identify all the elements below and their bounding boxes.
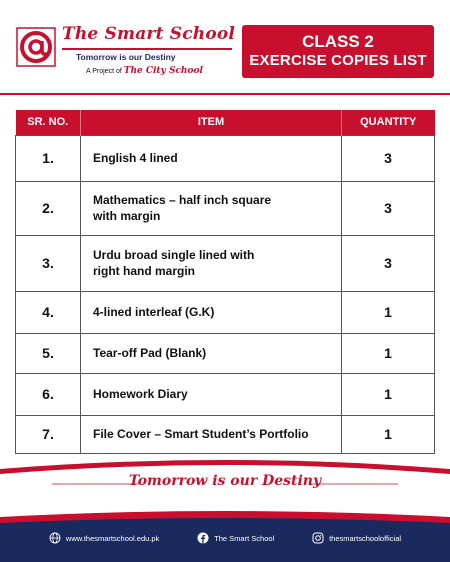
sr-cell: 1. [16, 135, 81, 181]
sr-cell: 6. [16, 373, 81, 415]
table-row [16, 373, 435, 415]
sr-cell: 7. [16, 415, 81, 453]
quantity-cell: 1 [342, 291, 435, 333]
column-header-item: ITEM [81, 110, 342, 135]
item-line: Urdu broad single lined with [93, 248, 255, 262]
facebook-icon [197, 532, 209, 544]
copies-table [15, 110, 435, 454]
table-row [16, 181, 435, 235]
logo-tagline: Tomorrow is our Destiny [76, 52, 176, 62]
item-line: with margin [93, 209, 161, 223]
item-cell [81, 235, 342, 291]
list-title: EXERCISE COPIES LIST [249, 52, 427, 69]
page-title-box [242, 25, 434, 78]
table-row [16, 235, 435, 291]
table-header-row [16, 110, 435, 135]
instagram-text: thesmartschoolofficial [329, 533, 402, 543]
at-sign-logo-icon [16, 27, 56, 67]
website-text: www.thesmartschool.edu.pk [65, 533, 160, 543]
table-row [16, 135, 435, 181]
quantity-cell: 3 [342, 181, 435, 235]
quantity-cell: 1 [342, 333, 435, 373]
quantity-cell: 1 [342, 373, 435, 415]
sr-cell: 5. [16, 333, 81, 373]
item-line: right hand margin [93, 264, 195, 278]
item-cell: Homework Diary [81, 373, 342, 415]
item-cell [81, 181, 342, 235]
item-cell: 4-lined interleaf (G.K) [81, 291, 342, 333]
sr-cell: 2. [16, 181, 81, 235]
item-cell: English 4 lined [81, 135, 342, 181]
facebook-contact[interactable] [197, 532, 274, 544]
footer-motto: Tomorrow is our Destiny [128, 473, 322, 489]
logo-divider [62, 48, 232, 50]
header-divider [0, 93, 450, 95]
logo-project-name: The City School [123, 66, 203, 76]
item-line: Mathematics – half inch square [93, 193, 272, 207]
column-header-sr: SR. NO. [16, 110, 81, 135]
footer-contact-bar [0, 527, 450, 549]
table-row [16, 415, 435, 453]
quantity-cell: 1 [342, 415, 435, 453]
sr-cell: 3. [16, 235, 81, 291]
column-header-quantity: QUANTITY [342, 110, 435, 135]
school-logo [16, 24, 236, 84]
facebook-text: The Smart School [214, 533, 275, 543]
website-contact[interactable] [49, 532, 159, 544]
sr-cell: 4. [16, 291, 81, 333]
item-cell: Tear-off Pad (Blank) [81, 333, 342, 373]
logo-project-prefix: A Project of [86, 68, 122, 75]
item-cell: File Cover – Smart Student’s Portfolio [81, 415, 342, 453]
globe-icon [49, 532, 61, 544]
quantity-cell: 3 [342, 135, 435, 181]
quantity-cell: 3 [342, 235, 435, 291]
logo-project-line [86, 66, 203, 76]
logo-school-name: The Smart School [62, 24, 236, 44]
class-title: CLASS 2 [302, 32, 374, 51]
instagram-icon [312, 532, 324, 544]
table-row [16, 291, 435, 333]
table-row [16, 333, 435, 373]
instagram-contact[interactable] [312, 532, 401, 544]
